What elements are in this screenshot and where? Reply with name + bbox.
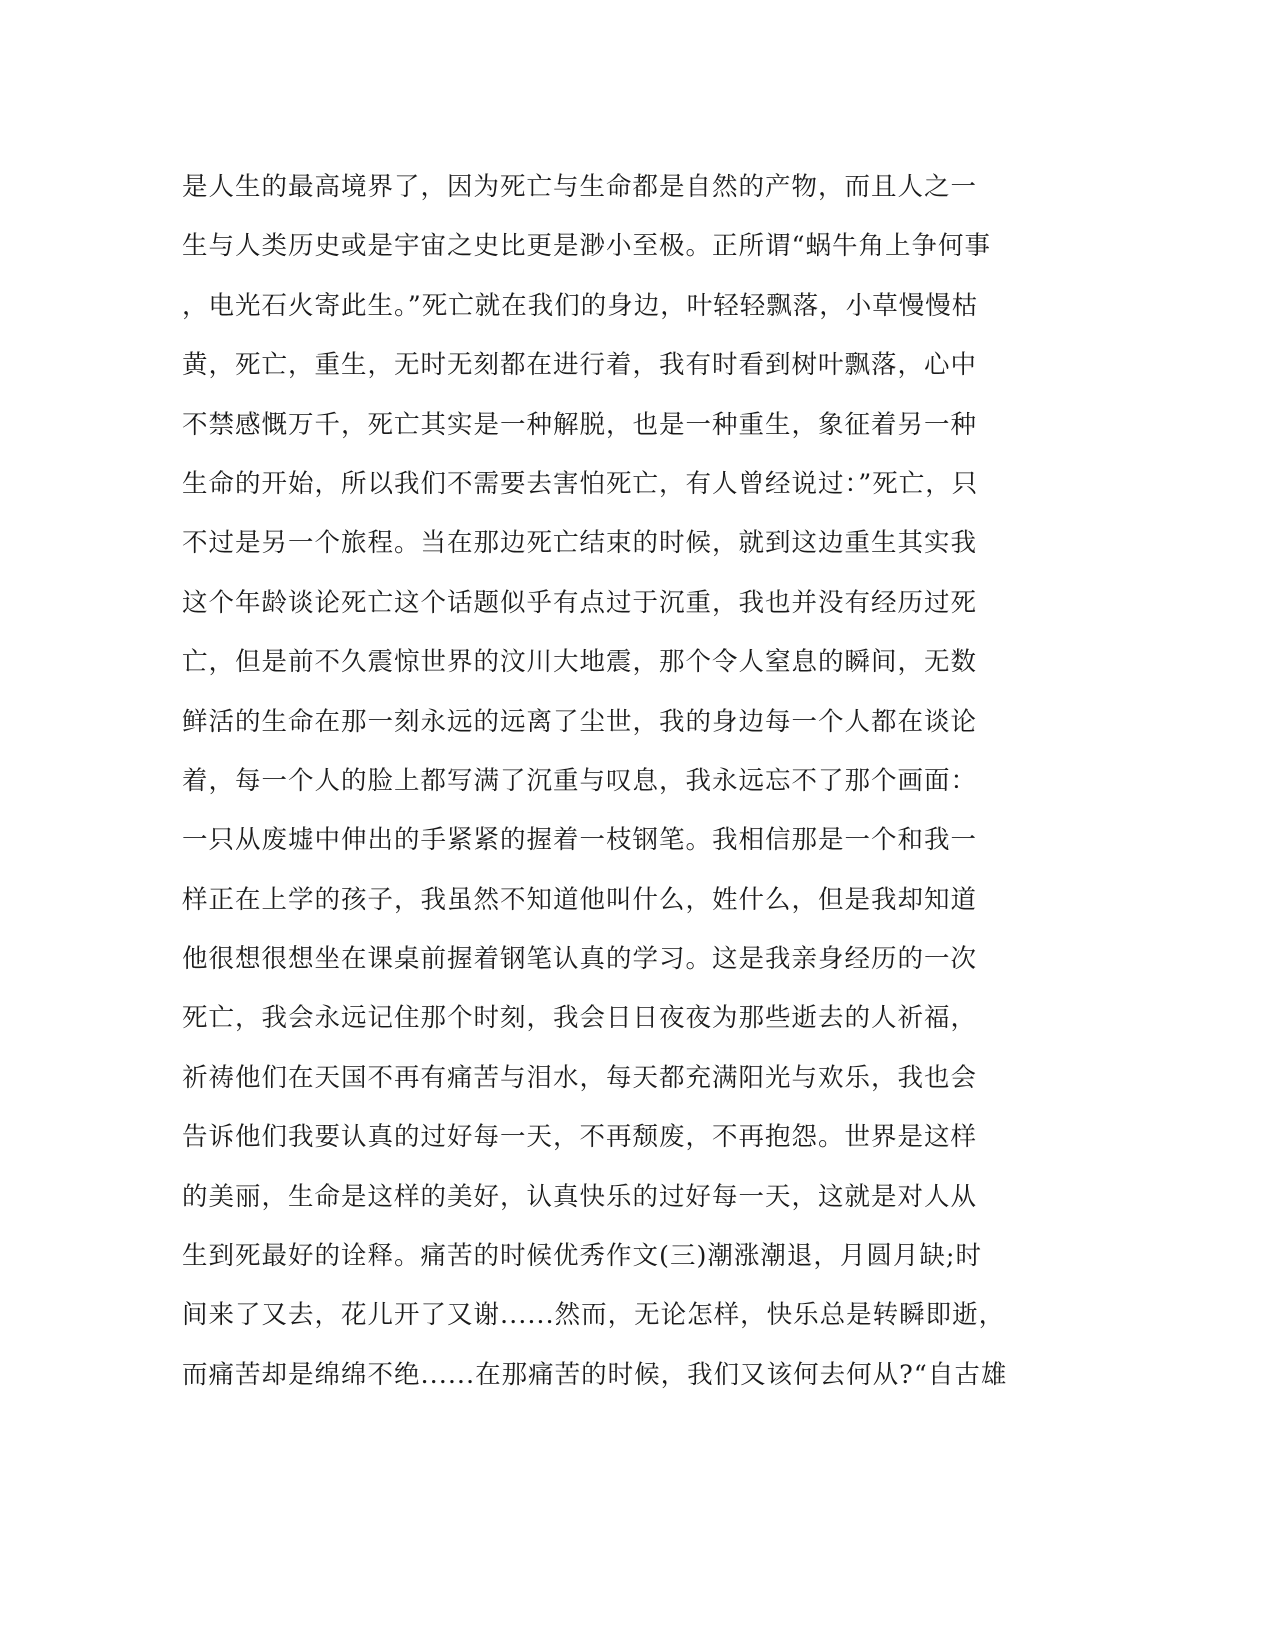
text-line-1: 是人生的最高境界了，因为死亡与生命都是自然的产物，而且人之一	[182, 172, 978, 202]
text-line-5: 不禁感慨万千，死亡其实是一种解脱，也是一种重生，象征着另一种	[182, 409, 978, 440]
text-line-4: 黄，死亡，重生，无时无刻都在进行着，我有时看到树叶飘落，心中	[182, 350, 978, 381]
text-line-13: 样正在上学的孩子，我虽然不知道他叫什么，姓什么，但是我却知道	[182, 884, 978, 915]
text-line-21: 而痛苦却是绵绵不绝......在那痛苦的时候，我们又该何去何从?“自古雄	[182, 1359, 1008, 1390]
text-line-10: 鲜活的生命在那一刻永远的远离了尘世，我的身边每一个人都在谈论	[182, 706, 978, 737]
text-line-2: 生与人类历史或是宇宙之史比更是渺小至极。正所谓“蜗牛角上争何事	[182, 231, 992, 262]
text-line-18: 的美丽，生命是这样的美好，认真快乐的过好每一天，这就是对人从	[182, 1181, 978, 1212]
text-line-6: 生命的开始，所以我们不需要去害怕死亡，有人曾经说过：”死亡，只	[182, 468, 979, 499]
text-line-19: 生到死最好的诠释。痛苦的时候优秀作文(三)潮涨潮退，月圆月缺;时	[182, 1241, 982, 1272]
text-line-3: ，电光石火寄此生。”死亡就在我们的身边，叶轻轻飘落，小草慢慢枯	[182, 290, 979, 321]
text-line-8: 这个年龄谈论死亡这个话题似乎有点过于沉重，我也并没有经历过死	[182, 587, 978, 618]
text-line-12: 一只从废墟中伸出的手紧紧的握着一枝钢笔。我相信那是一个和我一	[182, 825, 978, 856]
text-line-7: 不过是另一个旅程。当在那边死亡结束的时候，就到这边重生其实我	[182, 528, 978, 559]
body-text	[182, 158, 1032, 1405]
text-line-20: 间来了又去，花儿开了又谢......然而，无论怎样，快乐总是转瞬即逝，	[182, 1300, 1006, 1331]
text-line-16: 祈祷他们在天国不再有痛苦与泪水，每天都充满阳光与欢乐，我也会	[182, 1062, 978, 1093]
text-line-14: 他很想很想坐在课桌前握着钢笔认真的学习。这是我亲身经历的一次	[182, 944, 978, 975]
text-line-11: 着，每一个人的脸上都写满了沉重与叹息，我永远忘不了那个画面：	[182, 765, 978, 796]
text-line-17: 告诉他们我要认真的过好每一天，不再颓废，不再抱怨。世界是这样	[182, 1122, 978, 1153]
text-line-9: 亡，但是前不久震惊世界的汶川大地震，那个令人窒息的瞬间，无数	[182, 647, 978, 678]
text-line-15: 死亡，我会永远记住那个时刻，我会日日夜夜为那些逝去的人祈福，	[182, 1003, 978, 1034]
